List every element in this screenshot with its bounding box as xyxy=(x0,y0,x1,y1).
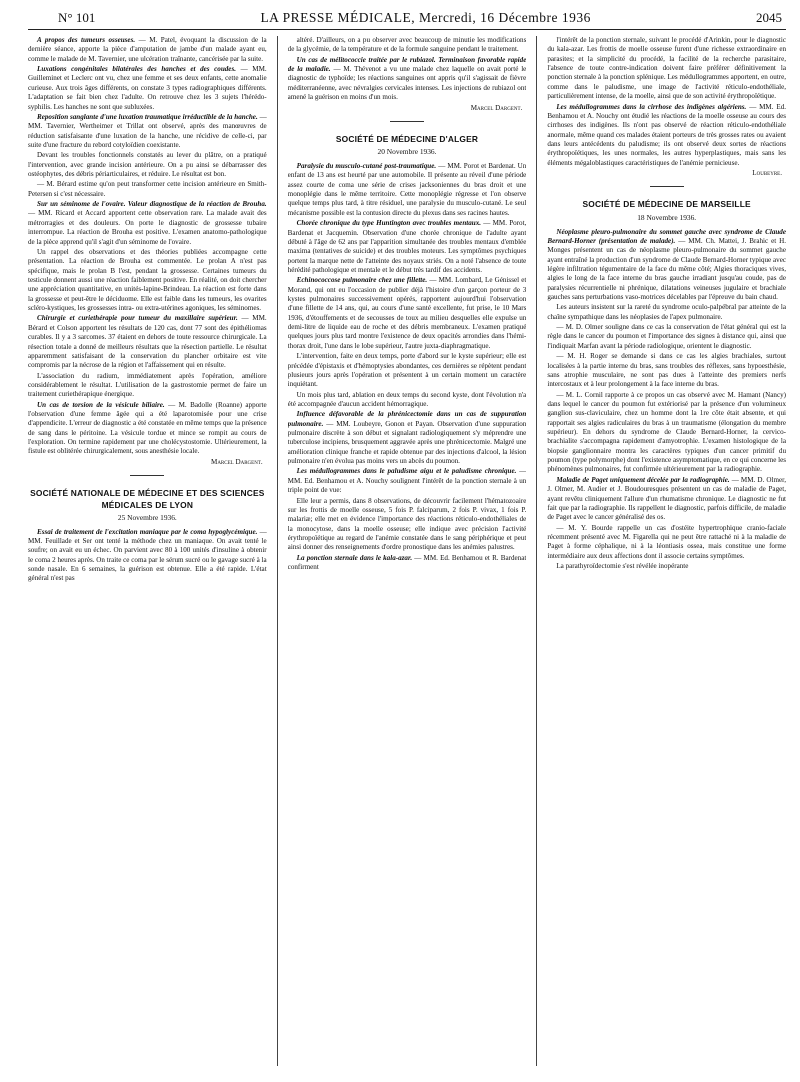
column-rule xyxy=(277,36,278,1066)
paragraph xyxy=(28,200,267,247)
journal-title: LA PRESSE MÉDICALE, Mercredi, 16 Décembre 1936 xyxy=(260,10,591,25)
article-body: L'association du radium, immédiatement après l'opération, améliore considérablement le résultat. L'utilisation de la gastrostomie permet de faire un traitement curiethérapique énergique. xyxy=(28,371,267,399)
column-2 xyxy=(288,36,527,1066)
col1-articles xyxy=(28,36,267,457)
article-body: — M. L. Cornil rapporte à ce propos un cas observé avec M. Hamant (Nancy) dans lequel le cancer du poumon fut extériorisé par la présence d'un volumineux ganglion sus-claviculaire, chez un homme dont la 1re côte était absente, et qui rapportait ses algies radiculaires du bras à un traumatisme (élongation du membre supérieur). En dehors du syndrome de Claude Bernard-Horner, la cervico-brachialite s'accompagna rapidement d'amyotrophie. L'examen histologique de la biopsie ganglionnaire montra les caractères typiques d'un cancer primitif du poumon (type polymorphe) dont l'existence asymptomatique, en ce qui concerne les phénomènes pulmonaires, fut confirmée ultérieurement par la radiographie. xyxy=(547,390,787,474)
article-title: Les médullogrammes dans la cirrhose des indigènes algériens. xyxy=(556,102,747,111)
signature: Marcel Dargent. xyxy=(470,103,523,112)
article-body: — M. H. Roger se demande si dans ce cas les algies brachiales, surtout localisées à la partie interne du bras, sans troubles des réflexes, sans hypoesthésie, sans atrophie musculaire, ne sont pas dues à l'atteinte des premiers nerfs intercostaux et à leur prolongement à la face interne du bras. xyxy=(547,352,787,389)
article-title: Essai de traitement de l'excitation maniaque par le coma hypoglycémique. xyxy=(37,527,258,536)
article-body: — MM. Bérard et Colson apportent les résultats de 120 cas, dont 77 sont des épithéliomas curables. Il y a 3 sarcomes. 37 étaient en dehors de toute ressource chirurgicale. La résection totale a donné de meilleurs résultats que la résection partielle. Le résultat apparemment satisfaisant de la conservation du plancher orbitaire est vite compromis par la nécrose de la région et l'affaissement qui en résulte. xyxy=(28,314,267,370)
section-heading-lyon: SOCIÉTÉ NATIONALE DE MÉDECINE ET DES SCIENCES MÉDICALES DE LYON xyxy=(30,488,265,510)
divider xyxy=(650,186,684,187)
article-body: — MM. Guilleminet et Leclerc ont vu, chez une femme et ses deux enfants, cette anomalie curieuse. Aux trois âges différents, on constate 3 types radiographiques différents. L'adaptation se fait bien chez l'adulte. On retrouve chez les 3 sujets l'hérédo-syphilis. Les hanches ne sont que subluxées. xyxy=(28,65,267,111)
paragraph xyxy=(288,56,527,103)
article-body: — MM. Porot, Bardenat et Jacquemin. Observation d'une chorée chronique de l'adulte ayant débuté à l'âge de 62 ans par l'apparition simultanée des troubles mentaux d'emblée maxima (tentatives de suicide) et des troubles moteurs. Les symptômes psychiques portent la marque nette de l'atteinte des noyaux striés. On a noté l'absence de toute hérédité pathologique et mentale et le début très tardif des accidents. xyxy=(287,219,527,274)
article-body: Devant les troubles fonctionnels constatés au lever du plâtre, on a pratiqué l'intervention, avec grande incision antérieure. On a pu ainsi se débarrasser des ostéophytes, des débris périarticulaires, et réduire. Le résultat est bon. xyxy=(28,151,267,179)
article-body: — M. Thévenot a vu une malade chez laquelle on avait porté le diagnostic de typhoïde; les réactions sanguines ont appris qu'il s'agissait de fièvre méditerranéenne, avec névralgies cervicales intenses. Les injections de rubiazol ont amené la guérison en moins d'un mois. xyxy=(287,65,527,102)
article-body: Elle leur a permis, dans 8 observations, de découvrir facilement l'hématozoaire sur les frottis de moelle osseuse, 5 fois P. falciparum, 2 fois P. vivax, 1 fois P. malariæ; elle met en évidence l'importance des réactions réticulo-endothéliales de la monocytose, dans la moelle osseuse; elle indique avec précision l'activité érythropoïétique au regard de l'anémie constatée dans le sang périphérique et peut ainsi donner des renseignements d'ordre pronostique dans les anémies palustres. xyxy=(287,496,527,552)
paragraph xyxy=(28,36,267,64)
section-date: 25 Novembre 1936. xyxy=(117,512,177,522)
paragraph xyxy=(547,36,786,102)
section-heading-alger: SOCIÉTÉ DE MÉDECINE D'ALGER xyxy=(335,133,479,144)
article-body: — MM. Ricard et Accard apportent cette observation rare. La malade avait des métrorragies et des douleurs. On porte le diagnostic de grossesse tubaire interrompue. La réaction de Brouha est positive. L'examen anatomo-pathologique de la pièce apprend qu'il s'agit d'un séminome de l'ovaire. xyxy=(28,209,267,246)
article-title: Maladie de Paget uniquement décelée par la radiographie. xyxy=(556,475,730,484)
article-body: — M. Badolle (Roanne) apporte l'observation d'une femme âgée qui a été laparotomisée pour une crise d'appendicite. L'erreur de diagnostic a été constatée en même temps que la présence de sang dans le péritoine. La vésicule tordue et mince se rompit au cours de l'exploration. On termine rapidement par une cholécystostomie. Ultérieurement, la fistule est oblitérée chirurgicalement, sous anesthésie locale. xyxy=(28,400,267,456)
paragraph xyxy=(547,323,786,351)
article-body: — M. Y. Bourde rappelle un cas d'ostéite hypertrophique cranio-faciale récemment présenté avec M. Figarella qui ne peut être rattaché ni à la maladie de Paget à forme céphalique, ni à la léontiasis ossea, mais constitue une forme intermédiaire aux deux affections dont il associe certains symptômes. xyxy=(547,523,787,560)
signature: Marcel Dargent. xyxy=(211,457,263,466)
paragraph xyxy=(28,401,267,457)
paragraph xyxy=(547,391,786,475)
article-body: — M. Bérard estime qu'on peut transformer cette incision antérieure en Smith-Petersen si c'est nécessaire. xyxy=(28,180,267,198)
article-title: Luxations congénitales bilatérales des hanches et des coudes. xyxy=(37,65,236,74)
article-title: Un cas de torsion de la vésicule biliaire. xyxy=(37,400,165,409)
paragraph xyxy=(547,524,786,561)
col3a-articles xyxy=(547,36,786,168)
article-body: Un rappel des observations et des théories publiées accompagne cette présentation. La réaction de Brouha est commentée. Le prolan A n'est pas spécifique, mais le prolan B l'est, pendant la grossesse. Certaines tumeurs du testicule donnent aussi une réaction faiblement positive. En réalité, on doit chercher une appréciation quantitative, en unités-lapine-Brindeau. La réaction est forte dans la grossesse et peut-être le déciduome. Elle est faible dans les tumeurs, les ovarites scléro-kystiques, les grossesses intra- ou extra-utérines agoniques, les séminomes. xyxy=(28,247,267,313)
article-title: Echinococcose pulmonaire chez une fillette. xyxy=(296,276,428,285)
paragraph xyxy=(547,562,786,571)
paragraph xyxy=(288,410,527,466)
paragraph xyxy=(28,314,267,370)
paragraph xyxy=(547,228,786,303)
article-body: — MM. Ch. Mattei, J. Brahic et H. Monges présentent un cas de néoplasme pleuro-pulmonaire du sommet gauche ayant entraîné la production d'un syndrome de Claude Bernard-Horner typique avec légère infiltration tégumentaire de la face du même côté; Algies thoraciques vives, algies le long de la face interne du bras gauche irradiant jusqu'au coude, pas de paralysies récurrentielle ni phrénique, dilatations veineuses jugulaire et brachiale gauches sans perturbations vaso-motrices décelables par l'épreuve du bain chaud. xyxy=(547,236,787,302)
col1b-articles xyxy=(28,528,267,584)
paragraph xyxy=(547,103,786,169)
article-body: L'intervention, faite en deux temps, porte d'abord sur le kyste supérieur; elle est précédée d'épistaxis et d'hémoptysies abondantes, ces dernières se répètent pendant plusieurs jours après l'opération et présentent à un certain moment un caractère inquiétant. xyxy=(287,352,527,389)
article-title: A propos des tumeurs osseuses. xyxy=(37,36,136,44)
paragraph xyxy=(288,162,527,218)
paragraph xyxy=(28,180,267,199)
article-body: La parathyroïdectomie s'est révélée inopérante xyxy=(556,562,689,571)
paragraph xyxy=(28,372,267,400)
paragraph xyxy=(547,476,786,523)
article-body: — MM. Tavernier, Wertheimer et Trillat ont observé, après des manœuvres de réduction satisfaisante d'une luxation de la hanche, une récidive de celle-ci, par suite d'une fracture du rebord cotyloïdien coexistante. xyxy=(28,112,267,149)
paragraph xyxy=(288,497,527,553)
issue-number: N° 101 xyxy=(58,10,96,25)
article-title: Sur un séminome de l'ovaire. Valeur diagnostique de la réaction de Brouha. xyxy=(37,200,267,209)
paragraph xyxy=(28,528,267,584)
col2a-articles xyxy=(288,36,527,103)
section-date: 20 Novembre 1936. xyxy=(377,147,437,157)
paragraph xyxy=(547,352,786,389)
article-body: — MM. D. Olmer, J. Olmer, M. Audier et J. Boudouresques présentent un cas de maladie de Paget, ayant revêtu cliniquement l'allure d'un rhumatisme chronique. Le diagnostic ne fut fait que par la radiographie. Ils rappellent le diagnostic, parfois difficile, de maladie de Paget avec le cancer généralisé des os. xyxy=(547,475,787,522)
article-title: Les médullogrammes dans le paludisme aigu et le paludisme chronique. xyxy=(296,467,517,476)
article-title: Reposition sanglante d'une luxation traumatique irréductible de la hanche. xyxy=(37,112,258,121)
article-body: — M. D. Olmer souligne dans ce cas la conservation de l'état général qui est la règle dans le cancer du poumon et l'importance des signes à distance qui, ainsi que l'indiquait Marfan avant la période radiologique, orientent le diagnostic. xyxy=(547,323,787,350)
paragraph xyxy=(288,36,527,55)
article-title: Paralysie du musculo-cutané post-traumatique. xyxy=(296,161,437,170)
column-1 xyxy=(28,36,267,1066)
article-title: Néoplasme pleuro-pulmonaire du sommet gauche avec syndrome de Claude Bernard-Horner (présentation de malade). xyxy=(547,227,787,245)
article-body: — MM. Loubeyre, Gonon et Payan. Observation d'une suppuration pulmonaire discrète à son début et signalant radiologiquement s'y méprendre une tuberculose incipiens, brusquement aggravée après une phrénicectomie. Malgré une amélioration clinique franche et rapide obtenue par des injections d'alcool, la lésion pulmonaire n'en évolua pas moins vers un abcès du poumon. xyxy=(287,419,527,466)
section-heading-marseille: SOCIÉTÉ DE MÉDECINE DE MARSEILLE xyxy=(582,199,751,210)
text-columns xyxy=(28,36,786,1066)
paragraph xyxy=(28,65,267,112)
divider xyxy=(130,475,164,476)
article-title: Un cas de mélitococcie traitée par le rubiazol. Terminaison favorable rapide de la maladie. xyxy=(287,55,527,74)
paragraph xyxy=(547,303,786,322)
article-title: La ponction sternale dans le kala-azar. xyxy=(296,553,413,562)
divider xyxy=(390,121,424,122)
paragraph xyxy=(288,352,527,389)
article-body: — MM. Ed. Benhamou et A. Nouchy ont étudié les réactions de la moelle osseuse au cours des cirrhoses des indigènes. Ils n'ont pas observé de réaction réticulo-endothéliale anormale, même quand ces malades étaient porteurs de très grosses rates ou avaient dans leurs antécédents du paludisme; ils ont observé deux sortes de réactions érythropoïétiques, les unes normales, les autres hyperplastiques, mais sans les éléments mégaloblastiques caractéristiques de l'anémie pernicieuse. xyxy=(547,102,787,167)
article-body: — M. Patel, évoquant la discussion de la dernière séance, apporte la pièce d'amputation de jambe d'un malade ayant eu, comme le malade de M. Tavernier, une ulcération traînante, cancérisée par la suite. xyxy=(28,36,267,63)
paragraph xyxy=(288,554,527,573)
paragraph xyxy=(288,276,527,351)
paragraph xyxy=(28,248,267,314)
paragraph xyxy=(288,391,527,410)
article-title: Chirurgie et curiethérapie pour tumeur du maxillaire supérieur. xyxy=(37,314,238,323)
article-body: — MM. Ed. Benhamou et A. Nouchy soulignent l'intérêt de la ponction sternale à un triple point de vue: xyxy=(287,467,527,495)
article-body: — MM. Feuillade et Ser ont tenté la méthode chez un maniaque. On avait tenté le soufre; on avait eu un échec. On parvient avec 80 à 100 unités d'insuline à obtenir le coma 2 heures après. On traite ce coma par le sérum sucré ou le gavage sucré à la sonde nasale. En 6 semaines, la guérison est obtenue. Elle a été rapide. L'état général n'est pas xyxy=(28,527,267,583)
article-title: Influence défavorable de la phrénicectomie dans un cas de suppuration pulmonaire. xyxy=(287,410,527,428)
page-header xyxy=(28,10,786,30)
section-date: 18 Novembre 1936. xyxy=(637,212,697,222)
paragraph xyxy=(28,151,267,179)
signature: Loubeyre. xyxy=(752,169,783,178)
article-title: Chorée chronique du type Huntington avec troubles mentaux. xyxy=(296,219,482,228)
article-body: l'intérêt de la ponction sternale, suivant le procédé d'Arinkin, pour le diagnostic du kala-azar. Les frottis de moelle osseuse furent d'une richesse extraordinaire en parasites; et la simplicité du procédé, la facilité de la recherche parasitaire, l'absence de toute contre-indication doivent faire préférer définitivement la ponction sternale à la ponction splénique. Les médullogrammes apportent, en outre, comme dans le paludisme, une image de l'activité réticulo-endothéliale, particulièrement intense, de la moelle, ainsi que de son activité érythropoïétique. xyxy=(547,36,787,101)
paragraph xyxy=(288,219,527,275)
article-body: altéré. D'ailleurs, on a pu observer avec beaucoup de minutie les modifications de la glycémie, de la température et de la formule sanguine pendant le traitement. xyxy=(287,36,527,54)
page-number: 2045 xyxy=(755,10,782,25)
article-body: Les auteurs insistent sur la rareté du syndrome oculo-palpébral par atteinte de la chaîne sympathique dans les néoplasies de l'apex pulmonaire. xyxy=(547,303,787,321)
article-body: — MM. Lombard, Le Génissel et Morand, qui ont eu l'occasion de publier déjà l'histoire d'un garçon porteur de 3 kystes pulmonaires successivement opérés, rapportent aujourd'hui l'observation d'une fillette de 14 ans, qui, au cours d'une santé excellente, fut prise, le 10 Mars 1936, d'étouffements et de secousses de toux au milieu desquelles elle expulse un demi-litre de liquide eau de roche et des débris membraneux. L'examen pratiqué quelques jours plus tard montre l'existence de deux opacités arrondies dans l'hémi-thorax droit, l'une dans le lobe supérieur, l'autre juxta-diaphragmatique. xyxy=(287,276,527,350)
paragraph xyxy=(28,113,267,150)
col3b-articles xyxy=(547,228,786,572)
col2b-articles xyxy=(288,162,527,572)
paragraph xyxy=(288,467,527,495)
article-body: Un mois plus tard, ablation en deux temps du second kyste, dont l'évolution n'a été accompagnée d'aucun accident hémorragique. xyxy=(287,390,527,408)
article-body: — MM. Porot et Bardenat. Un enfant de 13 ans est heurté par une automobile. Il présente au réveil d'une période assez courte de coma une série de crises jacksoniennes du bras droit et une monoplégie dans le même territoire. Cette monoplégie régresse et l'on observe quelque temps plus tard, à titre résiduel, une paralysie du musculo-cutané. Le seul mécanisme possible est la contusion directe du plexus dans ses racines hautes. xyxy=(287,161,527,217)
column-rule xyxy=(536,36,537,1066)
column-3 xyxy=(547,36,786,1066)
article-body: — MM. Ed. Benhamou et R. Bardenat confirment xyxy=(287,553,527,572)
